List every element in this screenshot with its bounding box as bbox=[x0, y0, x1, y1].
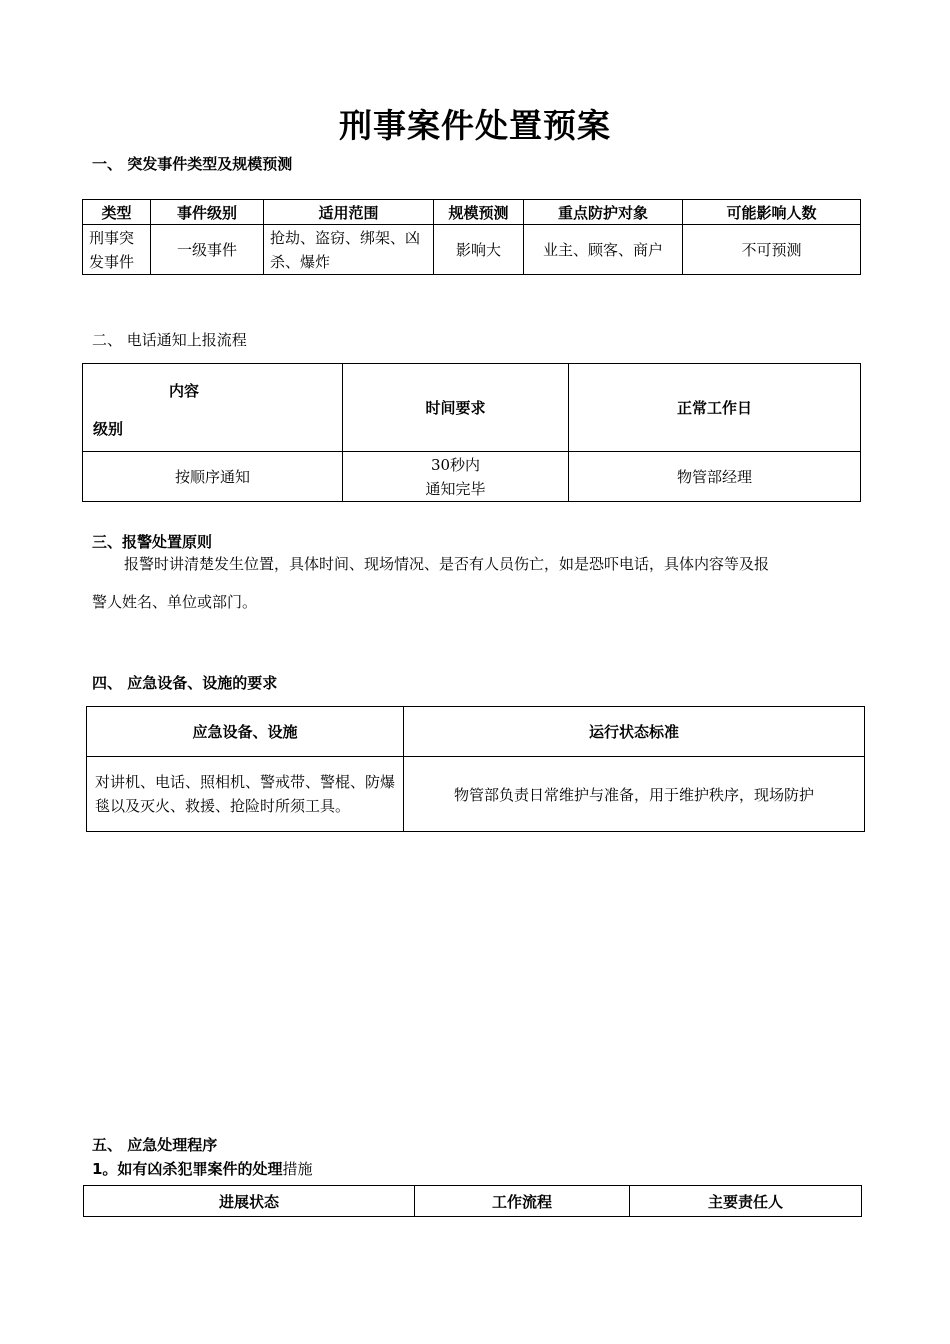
notification-table bbox=[82, 363, 861, 502]
header-workday: 正常工作日 bbox=[569, 364, 861, 452]
cell-level: 一级事件 bbox=[151, 225, 264, 275]
cell-time-line1: 30秒内 bbox=[430, 455, 481, 474]
section-5-subheading bbox=[92, 1158, 312, 1179]
section-1-heading: 一、 突发事件类型及规模预测 bbox=[92, 155, 293, 173]
header-protect: 重点防护对象 bbox=[524, 200, 683, 225]
alarm-text-line2: 警人姓名、单位或部门。 bbox=[92, 593, 258, 611]
cell-equipment: 对讲机、电话、照相机、警戒带、警棍、防爆毯以及灭火、救援、抢险时所须工具。 bbox=[87, 757, 404, 832]
cell-time-line2: 通知完毕 bbox=[425, 479, 486, 498]
section-3-heading: 三、报警处置原则 bbox=[92, 533, 213, 551]
header-equipment: 应急设备、设施 bbox=[87, 707, 404, 757]
section-2-heading: 二、 电话通知上报流程 bbox=[92, 331, 247, 349]
section-5-heading: 五、 应急处理程序 bbox=[92, 1136, 218, 1154]
header-type: 类型 bbox=[83, 200, 151, 225]
header-content: 内容 bbox=[169, 382, 200, 400]
header-scale: 规模预测 bbox=[434, 200, 524, 225]
header-content-level bbox=[83, 364, 343, 452]
cell-time bbox=[343, 452, 569, 502]
equipment-table bbox=[86, 706, 865, 832]
header-level: 事件级别 bbox=[151, 200, 264, 225]
header-workflow: 工作流程 bbox=[415, 1186, 630, 1217]
header-progress: 进展状态 bbox=[84, 1186, 415, 1217]
cell-person: 物管部经理 bbox=[569, 452, 861, 502]
event-type-table bbox=[82, 199, 861, 275]
header-time: 时间要求 bbox=[343, 364, 569, 452]
header-affected: 可能影响人数 bbox=[683, 200, 861, 225]
cell-protect: 业主、顾客、商户 bbox=[524, 225, 683, 275]
section-4-heading: 四、 应急设备、设施的要求 bbox=[92, 674, 278, 692]
alarm-principle-text bbox=[92, 545, 864, 621]
procedure-table bbox=[83, 1185, 862, 1217]
header-level: 级别 bbox=[93, 420, 124, 438]
cell-notify: 按顺序通知 bbox=[83, 452, 343, 502]
header-scope: 适用范围 bbox=[264, 200, 434, 225]
cell-scale: 影响大 bbox=[434, 225, 524, 275]
header-responsible: 主要责任人 bbox=[630, 1186, 862, 1217]
cell-type: 刑事突发事件 bbox=[83, 225, 151, 275]
page-title: 刑事案件处置预案 bbox=[339, 106, 611, 145]
cell-affected: 不可预测 bbox=[683, 225, 861, 275]
subheading-bold: 1。如有凶杀犯罪案件的处理 bbox=[92, 1160, 283, 1178]
cell-scope: 抢劫、盗窃、绑架、凶杀、爆炸 bbox=[264, 225, 434, 275]
cell-standard: 物管部负责日常维护与准备，用于维护秩序，现场防护 bbox=[404, 757, 865, 832]
header-standard: 运行状态标准 bbox=[404, 707, 865, 757]
alarm-text-line1: 报警时讲清楚发生位置，具体时间、现场情况、是否有人员伤亡，如是恐吓电话，具体内容等及报 bbox=[124, 555, 770, 573]
subheading-plain: 措施 bbox=[282, 1160, 313, 1178]
